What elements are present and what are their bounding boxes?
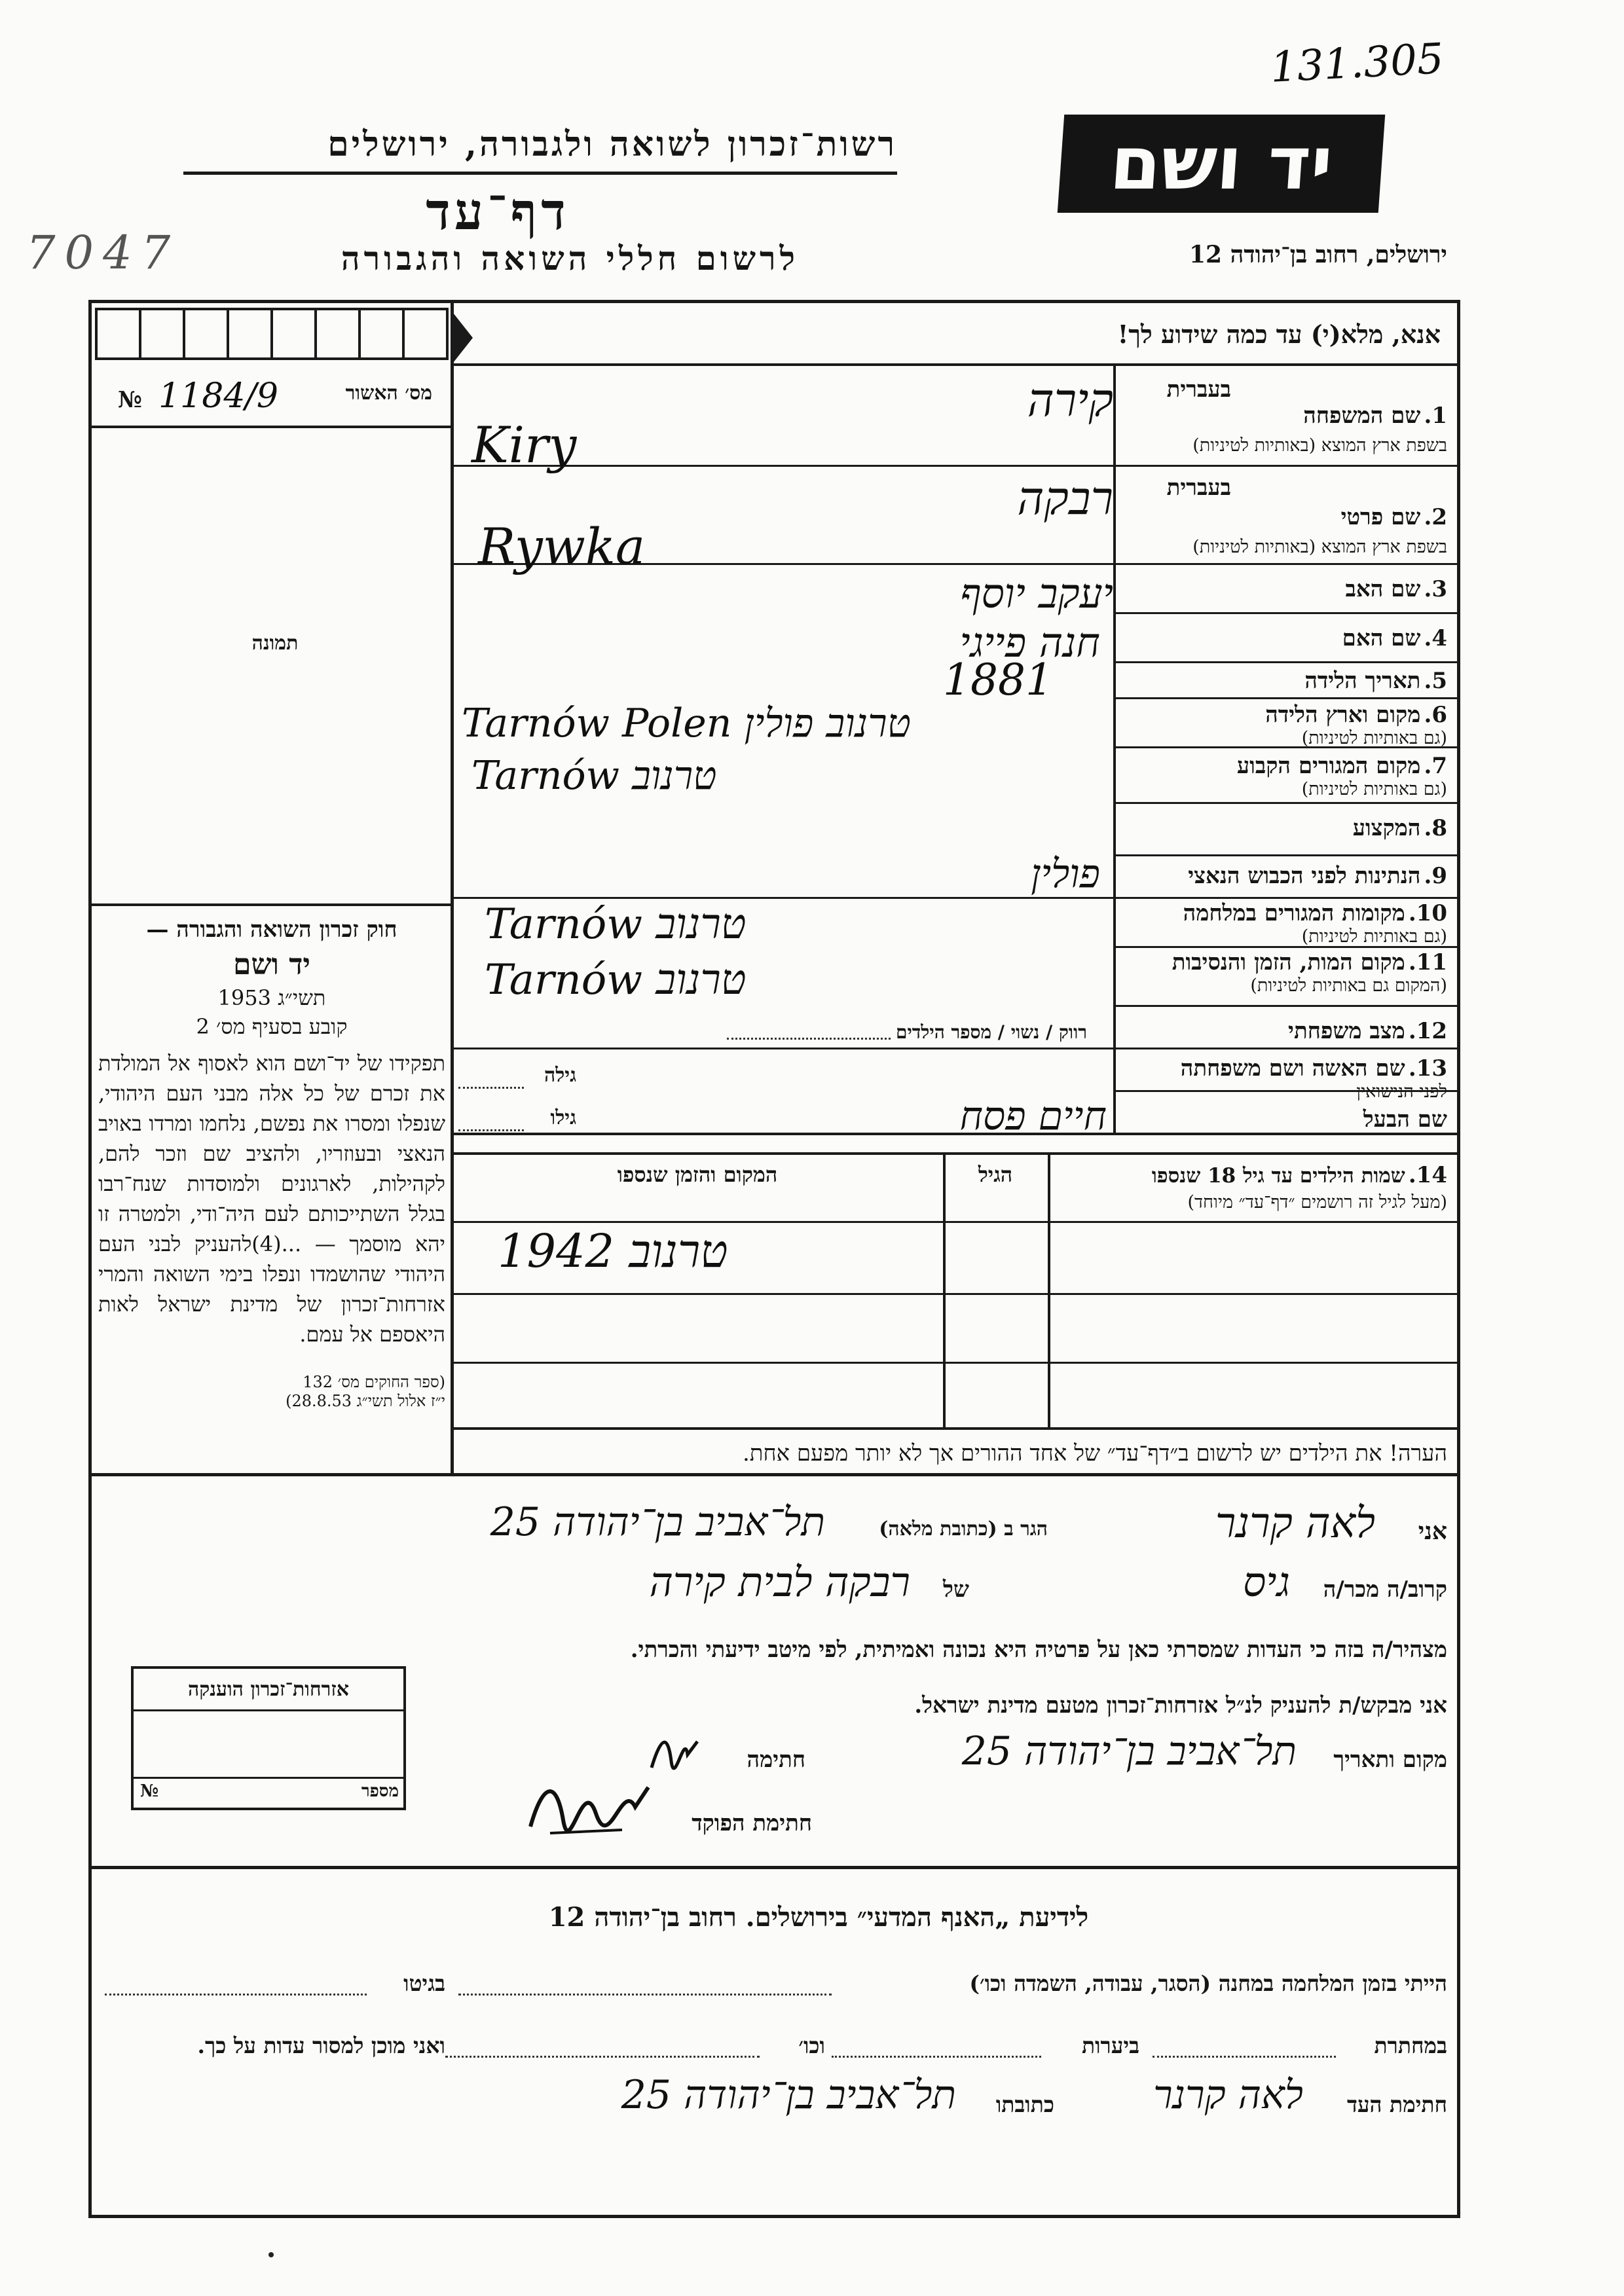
field-firstname (1120, 475, 1447, 560)
approval-label: מס׳ האשור (345, 382, 432, 405)
bottom-ready: ואני מוכן למסור עדות על כך. (197, 2033, 445, 2058)
field-nationality-number: 9. (1424, 863, 1447, 889)
row-rule-11 (1113, 1005, 1460, 1007)
field-surname-number: 1. (1424, 403, 1447, 429)
decl-signature-label: חתימה (747, 1747, 805, 1773)
field-birthdate (1120, 668, 1447, 694)
children-row-1 (452, 1221, 1460, 1223)
field-birthdate-value: 1881 (943, 655, 1053, 705)
children-header-age: הגיל (978, 1162, 1013, 1187)
field-mother-value: חנה פייגי (959, 619, 1100, 666)
field-wife-number: 13. (1408, 1055, 1447, 1082)
field-wife-label: שם האשה ושם משפחתה (1180, 1055, 1405, 1082)
intro-row-rule (452, 363, 1460, 366)
citizenship-box (131, 1666, 406, 1810)
law-name: יד ושם (233, 948, 310, 981)
archive-number: 131.305 (1269, 35, 1445, 92)
field-father-label: שם האב (1345, 576, 1421, 602)
children-col-1 (943, 1152, 946, 1427)
field-birthdate-label: תאריך הלידה (1304, 668, 1421, 694)
field-death-number: 11. (1408, 949, 1447, 975)
decl-address: תל־אביב בן־יהודה 25 (490, 1499, 825, 1545)
decl-name: לאה קרנר (1215, 1499, 1375, 1548)
field-residence (1120, 753, 1447, 799)
field-wife-age-label: גילה (544, 1064, 576, 1087)
field-father-value: יעקב יוסף (960, 570, 1113, 617)
field-residence-value: Tarnów טרנוב (471, 753, 717, 799)
field-nationality-value: פולין (1031, 851, 1100, 897)
field-residence-number: 7. (1424, 753, 1447, 779)
field-profession-number: 8. (1424, 815, 1447, 841)
field-marital (1120, 1018, 1447, 1044)
field-firstname-he-value: רבקה (1017, 471, 1113, 525)
field-death-label: מקום המות, הזמן והנסיבות (1172, 949, 1405, 975)
law-citation-2: י״ז אלול תשי״ג 28.8.53) (286, 1392, 445, 1410)
field-mother (1120, 625, 1447, 651)
bottom-witness-name: לאה קרנר (1153, 2072, 1303, 2118)
law-year: תשי״ג 1953 (217, 985, 326, 1010)
field-death-value: Tarnów טרנוב (485, 956, 747, 1004)
row-rule-12 (452, 1048, 1460, 1049)
field-husband-age-dots (458, 1129, 524, 1131)
field-wife-age-dots (458, 1087, 524, 1089)
form-title: דף־עד (426, 182, 570, 242)
bottom-address: תל־אביב בן־יהודה 25 (621, 2072, 956, 2118)
approval-value: 1184/9 (158, 376, 279, 416)
field-surname-latin-value: Kiry (471, 416, 577, 474)
field-surname (1120, 376, 1447, 462)
field-profession-label: המקצוע (1352, 815, 1421, 841)
row-rule-7 (1113, 802, 1460, 804)
children-header-sub: (מעל לגיל זה רושמים ״דף־עד״ מיוחד) (1187, 1192, 1447, 1212)
field-wartime-residence-sub: (גם באותיות לטיניות) (1301, 926, 1447, 947)
field-wife-sub: לפני הנישואין (1356, 1082, 1447, 1102)
yad-vashem-logo (1058, 115, 1385, 213)
field-wartime-residence-label: מקומות המגורים במלחמה (1183, 900, 1405, 926)
bottom-ghetto-dots (105, 1994, 367, 1995)
photo-label: תמונה (251, 632, 299, 655)
bottom-line1: הייתי בזמן המלחמה במחנה (הסגר, עבודה, השמדה וכו׳) (969, 1971, 1447, 1996)
field-marital-number: 12. (1408, 1018, 1447, 1044)
decl-declare: מצהיר/ה בזה כי העדות שמסרתי כאן על פרטיה היא נכונה ואמיתית, לפי מיטב ידיעתי והכרתי. (630, 1637, 1447, 1663)
law-box (98, 917, 445, 1411)
field-husband-value-display: חיים פסח (959, 1093, 1107, 1139)
citizenship-prefix: № (140, 1781, 159, 1801)
bottom-forests: ביערות (1081, 2033, 1139, 2058)
row-rule-15 (452, 1152, 1460, 1155)
field-death (1120, 949, 1447, 996)
row-rule-3 (1113, 612, 1460, 614)
bottom-etc-dots (445, 2056, 760, 2058)
bottom-title: לידיעת „האנף המדעי״ בירושלים. רחוב בן־יהודה 12 (548, 1902, 1089, 1933)
decl-of-label: של (943, 1576, 969, 1603)
children-header-place: המקום והזמן שנספו (617, 1162, 778, 1187)
children-place-value: טרנוב 1942 (498, 1224, 728, 1278)
children-col-2 (1048, 1152, 1050, 1427)
children-bottom (452, 1427, 1460, 1430)
approval-boxes (95, 308, 449, 360)
scan-dot (268, 2252, 274, 2257)
field-father (1120, 576, 1447, 602)
law-citation-1: (ספר החוקים מס׳ 132 (303, 1373, 445, 1391)
citizenship-title: אזרחות־זכרון הוענקה (187, 1678, 350, 1701)
intro-arrow (453, 313, 473, 363)
left-column-rule (451, 300, 454, 1473)
officer-signature (524, 1768, 655, 1846)
row-rule-5 (1113, 697, 1460, 699)
field-nationality-label: הנתינות לפני הכבוש הנאצי (1188, 863, 1421, 889)
field-birthdate-number: 5. (1424, 668, 1447, 694)
field-firstname-number: 2. (1424, 504, 1447, 530)
intro-line: אנא, מלא(י) עד כמה שידוע לך! (1117, 319, 1441, 349)
field-mother-label: שם האם (1342, 625, 1421, 651)
logo-text: יד ושם (1107, 121, 1336, 206)
field-surname-label-row (1303, 403, 1447, 429)
field-surname-sub: בשפת ארץ המוצא (באותיות לטיניות) (1192, 435, 1447, 456)
row-rule-8 (1113, 854, 1460, 856)
law-title: חוק זכרון השואה והגבורה — (146, 917, 397, 943)
decl-request: אני מבקש/ת להעניק לנ״ל אזרחות־זכרון מטעם מדינת ישראל. (914, 1692, 1447, 1719)
approval-rule (92, 426, 452, 428)
photo-bottom-rule (92, 903, 452, 906)
citizenship-number-row (140, 1781, 399, 1808)
decl-officer-label: חתימת הפוקד (692, 1810, 812, 1836)
decl-of-value: רבקה לבית קירה (649, 1558, 910, 1606)
field-wartime-residence-number: 10. (1408, 900, 1447, 926)
field-residence-label: מקום המגורים הקבוע (1236, 753, 1421, 779)
children-row-3 (452, 1362, 1460, 1364)
citizenship-number-label: מספר (361, 1781, 399, 1801)
children-header-name-label: שמות הילדים עד גיל 18 שנספו (1151, 1164, 1405, 1188)
field-marital-hint: רווק / נשוי / מספר הילדים (895, 1021, 1087, 1043)
bottom-ghetto: בגיטו (403, 1971, 445, 1996)
header-rule (183, 172, 897, 175)
bottom-underground: במחתרת (1374, 2033, 1447, 2058)
row-rule-4 (1113, 661, 1460, 663)
field-birthplace-value: Tarnów Polen טרנוב פולין (462, 701, 911, 746)
field-birthplace-number: 6. (1424, 702, 1447, 728)
field-marital-dots (727, 1038, 891, 1040)
decl-place-date: תל־אביב בן־יהודה 25 (961, 1728, 1297, 1774)
decl-place-date-label: מקום ותאריך (1333, 1747, 1447, 1773)
field-surname-label: שם המשפחה (1303, 403, 1421, 429)
children-number: 14. (1408, 1162, 1447, 1188)
decl-relative-label: קרוב/ה מכר/ה (1323, 1576, 1447, 1603)
field-firstname-label-row (1341, 504, 1447, 530)
law-body: תפקידו של יד־ושם הוא לאסוף אל המולדת את זכרם של כל אלה מבני העם היהודי, שנפלו ומסרו את נפשם, נלחמו ומרדו באויב הנאצי ובעוזריו, ולהציב שם וזכר להם, לקהילות, לארגונים ולמוסדות שנח־רבו בגלל השתייכותם לעם היה־ודי, ולמטרה זו יהא מוסמך — ...(4)להעניק לבני העם היהודי שהושמדו ונפלו בימי השואה והמרי אזרחות־זכרון של מדינת ישראל לאות היאספם אל עמם. (98, 1051, 446, 1347)
field-wartime-residence (1120, 900, 1447, 947)
bottom-section-rule (88, 1866, 1460, 1869)
decl-relation: גיס (1243, 1558, 1290, 1606)
row-rule-9 (452, 897, 1460, 899)
bottom-witness-sig: חתימת העד (1346, 2092, 1447, 2117)
field-nationality (1120, 863, 1447, 889)
law-clause: קובע בסעיף מס׳ 2 (196, 1014, 348, 1039)
note-rule (88, 1473, 1460, 1476)
field-firstname-sub: בשפת ארץ המוצא (באותיות לטיניות) (1192, 537, 1447, 557)
bottom-forests-dots (832, 2056, 1041, 2058)
stamp-number: 7047 (26, 226, 180, 280)
field-mother-number: 4. (1424, 625, 1447, 651)
bottom-underground-dots (1153, 2056, 1336, 2058)
decl-i-label: אני (1418, 1518, 1447, 1545)
approval-prefix: № (118, 387, 142, 413)
field-firstname-hebrew-tag: בעברית (1166, 475, 1231, 501)
bottom-address-label: כתובתו (995, 2092, 1054, 2117)
header-address: ירושלים, רחוב בן־יהודה 12 (1189, 241, 1447, 268)
field-birthplace-label: מקום וארץ הלידה (1265, 702, 1421, 728)
field-husband-label: שם הבעל (1363, 1106, 1447, 1133)
decl-residing: הגר ב (כתובת מלאה) (879, 1518, 1048, 1540)
field-death-sub: (המקום גם באותיות לטיניות) (1250, 975, 1447, 996)
field-profession (1120, 815, 1447, 841)
field-wartime-residence-value: Tarnów טרנוב (485, 900, 747, 949)
field-father-number: 3. (1424, 576, 1447, 602)
field-wife (1120, 1055, 1447, 1102)
note-text: הערה! את הילדים יש לרשום ב״דף־עד״ של אחד ההורים אך לא יותר מפעם אחת. (742, 1440, 1447, 1467)
field-surname-he-value: קירה (1027, 373, 1113, 427)
children-row-2 (452, 1293, 1460, 1295)
approval-number (118, 376, 432, 416)
field-birthplace-sub: (גם באותיות לטיניות) (1301, 728, 1447, 748)
field-firstname-label: שם פרטי (1340, 504, 1421, 530)
field-marital-label: מצב משפחתי (1288, 1018, 1405, 1044)
field-husband-age-label: גילו (550, 1106, 576, 1129)
field-birthplace (1120, 702, 1447, 748)
authority-line: רשות־זכרון לשואה ולגבורה, ירושלים (327, 124, 897, 164)
field-surname-hebrew-tag: בעברית (1166, 376, 1231, 403)
decl-signature (648, 1728, 701, 1774)
field-residence-sub: (גם באותיות לטיניות) (1301, 779, 1447, 799)
bottom-etc: וכו׳ (798, 2033, 825, 2058)
field-firstname-latin-value: Rywka (478, 517, 646, 575)
children-header-name (1054, 1162, 1447, 1212)
field-husband (1120, 1106, 1447, 1133)
form-subtitle: לרשום חללי השואה והגבורה (341, 239, 799, 278)
bottom-line1-dots (458, 1994, 832, 1995)
